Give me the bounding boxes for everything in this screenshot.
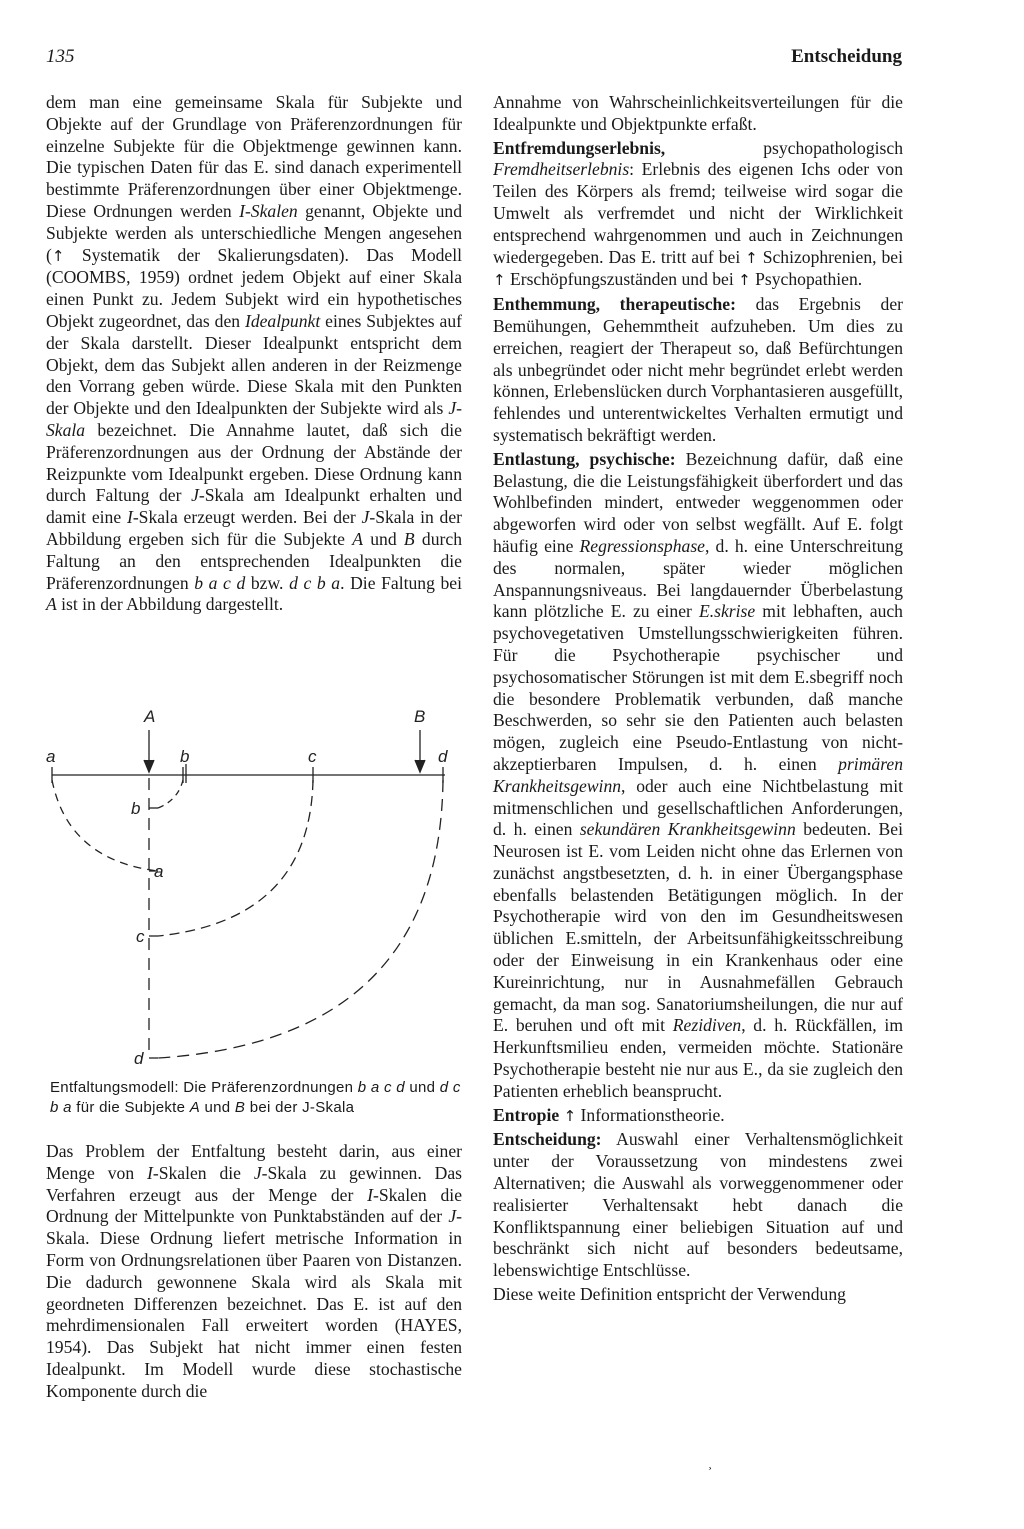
paragraph: dem man eine gemeinsame Skala für Subjekte und Objekte auf der Grundlage von Präferenzordnungen für einzelne Subjekte für die Objektmenge gewinnen kann. Die typischen Daten für das E. sind danach experimentell bestimmte Präferenzordnungen über einer Objektmenge. Diese Ordnungen werden I-Skalen genannt, Objekte und Subjekte werden als unterschiedliche Mengen angesehen (↑ Systematik der Skalierungsdaten). Das Modell (COOMBS, 1959) ordnet jedem Objekt auf einer Skala einen Punkt zu. Jedem Subjekt wird ein hypothetisches Objekt zugeordnet, das den Idealpunkt eines Subjektes auf der Skala darstellt. Dieser Idealpunkt entspricht dem Objekt, dem das Subjekt allen anderen in der Reizmenge den Vorrang geben würde. Diese Skala mit den Punkten der Objekte und den Idealpunkten der Subjekte wird als J-Skala bezeichnet. Die Annahme lautet, daß sich die Präferenzordnungen aus der Ordnung der Abstände der Reizpunkte vom Idealpunkt ergeben. Diese Ordnung kann durch Faltung der J-Skala am Idealpunkt erhalten und damit eine I-Skala erzeugt werden. Bei der J-Skala in der Abbildung ergeben sich für die Subjekte A und B durch Faltung an den entsprechenden Idealpunkten die Präferenzordnungen b a c d bzw. d c b a. Die Faltung bei A ist in der Abbildung dargestellt. (46, 92, 463, 615)
entry-entropie: Entropie ↑ Informationstheorie. (493, 1104, 725, 1125)
entry-enthemmung: Enthemmung, therapeutische: das Ergebnis der Bemühungen, Gehemmtheit aufzuheben. Um dies zu erreichen, reagiert der Therapeut so, daß Befürchtungen als unbegründet oder nicht mehr begründet erlebt werden können, Erlebenslücken durch Vorphantasieren ausgefüllt, fehlendes und unterentwickeltes Verhalten ermutigt und systematisch bekräftigt werden. (493, 294, 903, 445)
entry-entscheidung: Entscheidung: Auswahl einer Verhaltensmöglichkeit unter der Voraussetzung von mindestens zwei Alternativen; die Auswahl als vorweggenommener oder realisierter Verhaltensakt hebt danach die Konfliktspannung einer beliebigen Situation auf und beschränkt sich nicht auf besonders bedeutsame, lebenswichtige Entschlüsse. (493, 1129, 903, 1281)
right-column (493, 92, 903, 1308)
paragraph: Das Problem der Entfaltung besteht darin, aus einer Menge von I-Skalen die J-Skala zu gewinnen. Das Verfahren erzeugt aus der Menge der I-Skalen die Ordnung der Mittelpunkte von Punktabständen auf der J-Skala. Diese Ordnung liefert metrische Information in Form von Ordnungsrelationen über Paaren von Distanzen. Die dadurch gewonnene Skala wird als Skala mit geordneten Differenzen bezeichnet. Das E. ist auf den mehrdimensionalen Fall erweitert worden (HAYES, 1954). Das Subjekt hat nicht immer einen festen Idealpunkt. Im Modell wurde diese stochastische Komponente durch die (46, 1141, 462, 1401)
top-label-a: a (46, 747, 56, 766)
fold-label-d: d (134, 1049, 144, 1068)
fold-label-b: b (131, 799, 141, 818)
arc-b (158, 780, 183, 808)
entry-entscheidung-continued: Diese weite Definition entspricht der Verwendung (493, 1284, 846, 1305)
fold-label-c: c (136, 927, 145, 946)
unfolding-figure (40, 700, 470, 1075)
top-label-c: c (308, 747, 317, 766)
arc-d (158, 780, 443, 1058)
page-number: 135 (46, 46, 75, 67)
running-head: Entscheidung (791, 46, 902, 67)
entry-continuation: Annahme von Wahrscheinlichkeitsverteilungen für die Idealpunkte und Objektpunkte erfaßt. (493, 92, 903, 134)
top-label-b: b (180, 747, 190, 766)
label-a-subject: A (144, 707, 156, 726)
label-b-subject: B (414, 707, 426, 726)
left-column-top (46, 92, 462, 616)
arc-c (158, 780, 313, 936)
arc-a (52, 780, 158, 871)
entry-entlastung: Entlastung, psychische: Bezeichnung dafür, daß eine Belastung, die die Leistungsfähigkeit überfordert und das Wohlbefinden mindert, entweder weggenommen oder abgeworfen wird oder von selbst wegfällt. Auf E. folgt häufig eine Regressionsphase, d. h. eine Unterschreitung des normalen, später wieder möglichen Anspannungsniveaus. Bei langdauernder Überbelastung kann plötzliche E. zu einer E.skrise mit lebhaften, auch psychovegetativen Umstellungsschwierigkeiten führen. Für die Psychotherapie psychischer und psychosomatischer Störungen ist mit dem E.sbegriff noch die besondere Problematik verbunden, daß manche Beschwerden, so sehr sie den Patienten auch belasten mögen, zugleich eine Pseudo-Entlastung von nicht-akzeptierbaren Impulsen, d. h. einen primären Krankheitsgewinn, oder auch eine Nichtbelastung mit mitmenschlichen und gesellschaftlichen Anforderungen, d. h. einen sekundären Krankheitsgewinn bedeuten. Bei Neurosen ist E. vom Leiden nicht ohne das Erlernen von zunächst angstbesetzten, d. h. in einer Übergangsphase ebenfalls belastenden Betätigungen möglich. In der Psychotherapie wird von den im Gesundheitswesen üblichen E.smitteln, der Arbeitsunfähigkeitsschreibung oder der Einweisung in ein Krankenhaus oder eine Kureinrichtung, nur in Ausnahmefällen Gebrauch gemacht, da man sog. Sanatoriumsheilungen, die nur auf E. beruhen und oft mit Rezidiven, d. h. Rückfällen, im Herkunftsmilieu enden, vermeiden möchte. Stationäre Psychotherapie besteht nie nur aus E., da sie zugleich den Patienten erheblich beansprucht. (493, 448, 904, 1101)
left-column-bottom (46, 1141, 462, 1403)
top-label-d: d (438, 747, 448, 766)
stray-mark: ¸ (708, 1456, 712, 1470)
fold-label-a: a (154, 862, 164, 881)
entry-entfremdungserlebnis: Entfremdungserlebnis, psychopathologisch Fremdheitserlebnis: Erlebnis des eigenen Ichs oder von Teilen des Körpers als fremd; teilweise wird sogar die Umwelt als verfremdet und nicht der Wirklichkeit entsprechend wahrgenommen und auch in Zeichnungen wiedergegeben. Das E. tritt auf bei ↑ Schizophrenien, bei ↑ Erschöpfungszuständen und bei ↑ Psychopathien. (493, 137, 903, 290)
figure-caption: Entfaltungsmodell: Die Präferenzordnungen b a c d und d c b a für die Subjekte A und B bei der J-Skala (50, 1079, 461, 1116)
